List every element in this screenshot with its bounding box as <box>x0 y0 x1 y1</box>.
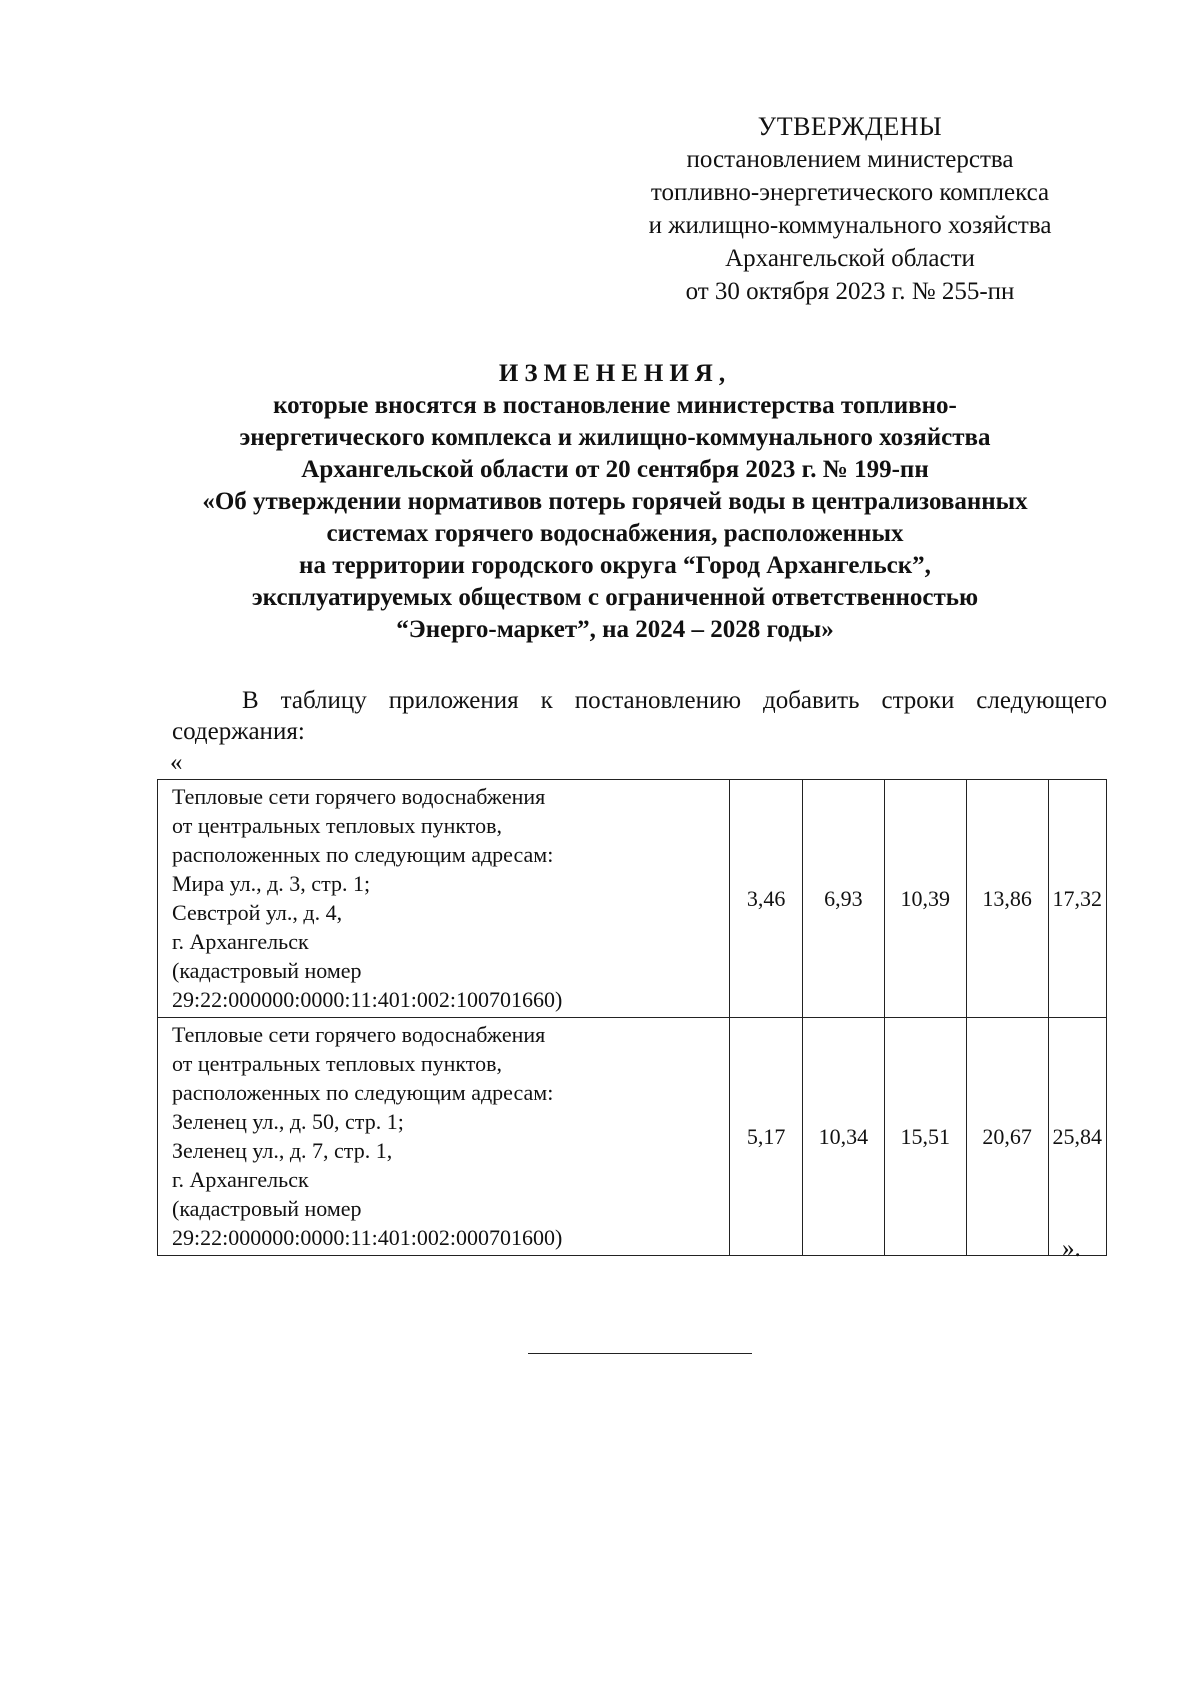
heading-line: системах горячего водоснабжения, расположенных <box>326 520 904 547</box>
approval-line: топливно-энергетического комплекса <box>650 179 1050 206</box>
description-line: от центральных тепловых пунктов, <box>172 813 502 838</box>
description-line: Зеленец ул., д. 50, стр. 1; <box>172 1109 404 1134</box>
value-cell: 25,84 <box>1048 1018 1107 1256</box>
approval-date: от 30 октября 2023 г. № 255-пн <box>685 278 1015 305</box>
document-heading <box>150 358 1080 646</box>
row-description-cell <box>158 1018 730 1256</box>
description-line: 29:22:000000:0000:11:401:002:000701600) <box>172 1225 563 1250</box>
description-line: Тепловые сети горячего водоснабжения <box>172 784 546 809</box>
approval-line: Архангельской области <box>725 245 975 272</box>
heading-line: на территории городского округа “Город Архангельск”, <box>299 552 931 579</box>
table-row <box>158 1018 1107 1256</box>
heading-line: эксплуатируемых обществом с ограниченной ответственностью <box>251 584 979 611</box>
value-cell: 6,93 <box>802 780 884 1018</box>
heading-line: которые вносятся в постановление министерства топливно- <box>273 392 957 419</box>
value-cell: 10,39 <box>884 780 966 1018</box>
body-paragraph: В таблицу приложения к постановлению добавить строки следующего <box>242 687 1107 714</box>
value-cell: 5,17 <box>730 1018 803 1256</box>
heading-line: энергетического комплекса и жилищно-коммунального хозяйства <box>239 424 991 451</box>
description-line: расположенных по следующим адресам: <box>172 842 554 867</box>
approval-block <box>620 110 1080 308</box>
description-line: Севстрой ул., д. 4, <box>172 900 343 925</box>
value-cell: 17,32 <box>1048 780 1107 1018</box>
description-line: (кадастровый номер <box>172 1196 362 1221</box>
value-cell: 20,67 <box>966 1018 1048 1256</box>
approval-line: постановлением министерства <box>686 146 1014 173</box>
value-cell: 13,86 <box>966 780 1048 1018</box>
description-line: (кадастровый номер <box>172 958 362 983</box>
row-description-cell <box>158 780 730 1018</box>
table-row <box>158 780 1107 1018</box>
description-line: г. Архангельск <box>172 929 309 954</box>
description-line: Тепловые сети горячего водоснабжения <box>172 1022 546 1047</box>
value-cell: 10,34 <box>802 1018 884 1256</box>
description-line: г. Архангельск <box>172 1167 309 1192</box>
description-line: расположенных по следующим адресам: <box>172 1080 554 1105</box>
description-line: от центральных тепловых пунктов, <box>172 1051 502 1076</box>
document-title: ИЗМЕНЕНИЯ, <box>498 360 732 387</box>
approval-line: и жилищно-коммунального хозяйства <box>648 212 1052 239</box>
approval-title: УТВЕРЖДЕНЫ <box>757 112 943 141</box>
body-paragraph-continuation: содержания: <box>172 718 305 745</box>
value-cell: 3,46 <box>730 780 803 1018</box>
heading-line: “Энерго-маркет”, на 2024 – 2028 годы» <box>396 616 834 643</box>
closing-divider <box>528 1353 752 1354</box>
close-quote-mark: ». <box>1062 1235 1081 1262</box>
heading-line: «Об утверждении нормативов потерь горячей воды в централизованных <box>202 488 1028 515</box>
norms-table <box>157 779 1107 1256</box>
heading-line: Архангельской области от 20 сентября 2023 г. № 199-пн <box>301 456 929 483</box>
description-line: 29:22:000000:0000:11:401:002:100701660) <box>172 987 563 1012</box>
description-line: Зеленец ул., д. 7, стр. 1, <box>172 1138 393 1163</box>
value-cell: 15,51 <box>884 1018 966 1256</box>
open-quote-mark: « <box>170 749 183 776</box>
description-line: Мира ул., д. 3, стр. 1; <box>172 871 371 896</box>
